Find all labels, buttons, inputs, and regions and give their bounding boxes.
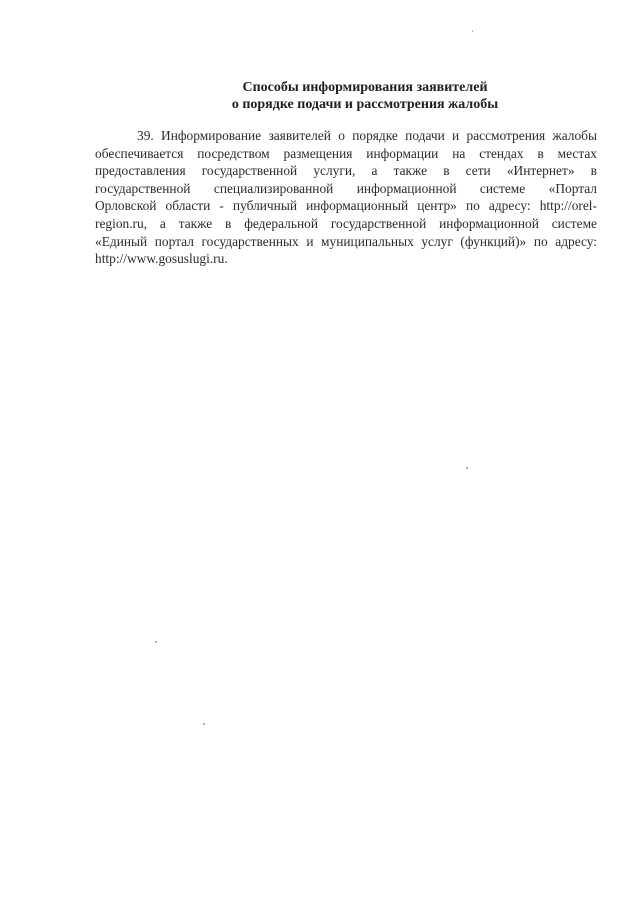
paragraph-line: 39. Информирование заявителей о порядке подачи и рассмотрения жалобы [137,128,597,143]
section-heading-line-2: о порядке подачи и рассмотрения жалобы [231,97,499,112]
paragraph-line: обеспечивается посредством размещения информации на стендах в местах [95,145,597,161]
paragraph-line: http://www.gosuslugi.ru. [95,251,228,267]
scan-speck [155,641,157,643]
paragraph-line: «Единый портал государственных и муниципальных услуг (функций)» по адресу: [95,233,597,249]
paragraph-line: предоставления государственной услуги, а также в сети «Интернет» в [95,163,597,179]
paragraph-line: государственной специализированной информационной системе «Портал [95,180,597,196]
scan-speck [472,30,473,32]
paragraph-line: region.ru, а также в федеральной государственной информационной системе [95,215,597,231]
section-heading-line-1: Способы информирования заявителей [242,80,488,95]
scan-speck [466,467,468,469]
paragraph-line: Орловской области - публичный информационный центр» по адресу: http://orel- [95,198,597,214]
scan-speck [203,723,205,725]
paragraph-39 [95,127,597,268]
